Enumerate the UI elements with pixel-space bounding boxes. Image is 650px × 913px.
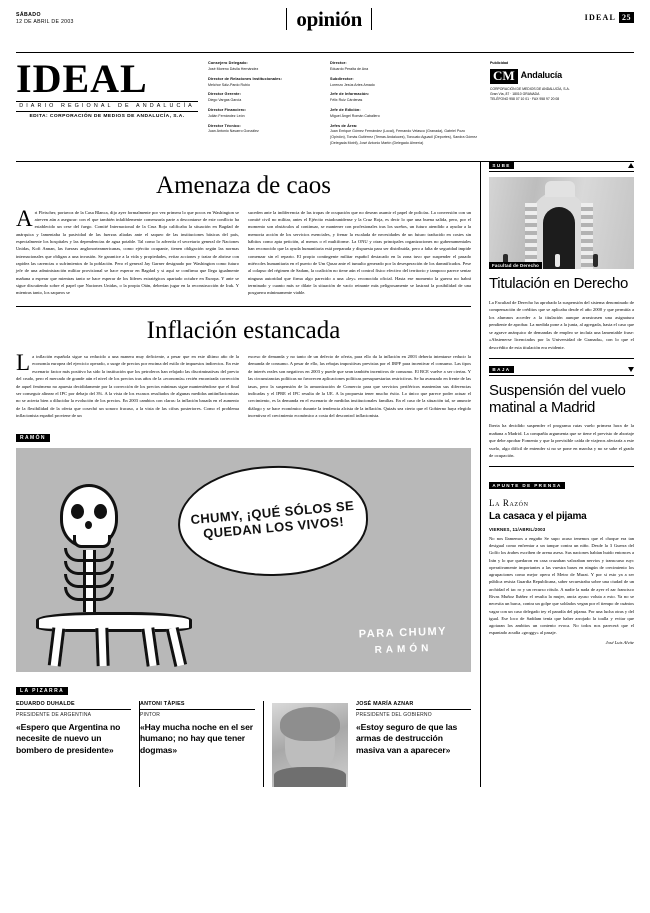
- sube-photo: [489, 177, 634, 269]
- staff-label: Subdirector:: [330, 76, 354, 81]
- logo-publisher: EDITA: CORPORACIÓN DE MEDIOS DE ANDALUCÍA, S.A.: [29, 113, 185, 119]
- sidebar-divider: [489, 466, 634, 467]
- pizarra-columns: [16, 701, 471, 787]
- baja-title: Suspensión del vuelo matinal a Madrid: [489, 382, 626, 416]
- page-topbar: [16, 0, 634, 48]
- sube-paragraph: La Facultad de Derecho ha aprobado la suspensión del sistema denominado de compensación de créditos que se aplicaba desde el año 2000 y que permitía a los alumnos acceder a la titulación aunque arrastrasen una asignatura pendiente de aprobar. La medida pone a la junta, al agregada, hasta el caso que se agrave anárquico de demandas de empleo se incluía una lamentable frase: «Abstenerse licenciados por la Universidad de Granada», con lo que el descrédito de esta titulación era evidente.: [489, 299, 634, 350]
- advertisement-block: [490, 61, 634, 102]
- quote-author-name: ANTONI TÀPIES: [140, 701, 255, 710]
- day-of-week: SÁBADO: [16, 12, 41, 18]
- speech-bubble: [176, 463, 370, 580]
- apunte-source: La Razón: [489, 498, 529, 509]
- editorial-title: Inflación estancada: [146, 316, 341, 344]
- sidebar-block-baja: [489, 366, 634, 459]
- sube-title: Titulación en Derecho: [489, 275, 629, 293]
- editorial-column: [16, 205, 239, 297]
- baja-body: [489, 422, 634, 459]
- ad-label: Publicidad: [490, 61, 509, 65]
- apunte-signature: José Luis Alvite: [605, 639, 634, 645]
- staff-entry: [208, 124, 320, 135]
- editorial-column: [248, 353, 471, 419]
- staff-value: Julián Fernández León: [208, 113, 245, 118]
- ad-address: Gran Vía, 87 · 18010 GRANADA: [490, 91, 540, 96]
- quote-author-role: PRESIDENTE DEL GOBIERNO: [356, 711, 432, 718]
- speech-bubble-text: CHUMY, ¡QUÉ SÓLOS SE QUEDAN LOS VIVOS!: [189, 498, 355, 542]
- editorial-paragraph: exceso de demanda y no tanto de un defecto de oferta, para ello da la inflación en 2003 debería intentarse reducir la demanda de consumo. A pesar de ello, las rebajas impositivas previstas por el IRPF para incentivar el consumo. Las tipos de interés reales son negativos en 2003 y puede que sean también incentivos de consumo. El BCE vuelve a ser ciertas. Y las circunstancias políticas no favorecen aplicaciones políticas presupuestarias restrictivas. Se ha avanzado en frente de las tasas, pero la suspensión de la armonización de Comercio para que servicios periféricos mantenían sus diferencias indicadas y el IPRE el IPC resulta de la UE. A la propuesta tener mucho éxito. Lo único que parece poder actuar el crecimiento, es la demanda en el escenario de medidas institucionales familias. En el caso de la situación tal, se anuncie diálogo y se hace económico durante la tendencia alcista de la inflación. Quizás sea cierto que el Gobierno haya elegido incentivar el crecimiento económico a costa del descontrol inflacionista.: [248, 354, 471, 418]
- sube-body: [489, 299, 634, 351]
- skull-eye-right: [94, 504, 107, 519]
- signature-author: RAMÓN: [374, 642, 433, 656]
- quote-card: [16, 701, 140, 787]
- portrait-photo: [272, 703, 348, 787]
- staff-entry: [208, 92, 320, 103]
- quote-card: [356, 701, 471, 787]
- sidebar-block-sube: [489, 162, 634, 351]
- cm-logo-icon: CM: [490, 69, 518, 84]
- editorial-inflacion-estancada: [16, 318, 471, 419]
- staff-value: Miguel Ángel Román Caballero: [330, 113, 380, 118]
- staff-value: Félix Ruiz Cárdenas: [330, 98, 363, 103]
- sube-tag: SUBE: [489, 162, 514, 169]
- ad-phones: TELÉFONO 958 07 10 01 · FAX 958 97 20 08: [490, 96, 560, 101]
- page-content: [16, 162, 634, 787]
- editorial-divider: [16, 306, 471, 307]
- quote-card: [140, 701, 264, 787]
- quote-text: «Hay mucha noche en el ser humano; no hay que tener dogmas»: [140, 721, 253, 755]
- skull-icon: [60, 484, 118, 548]
- cartoonist-tag: RAMÓN: [16, 434, 50, 443]
- apunte-body: No nos llamemos a engaño Se supo acaso tenemos que el choque era tan desigual como enfrentar a un tanque contra un niño. Desde la 3 Guerra del Golfo los árabes escriben de arena asesa. Sus naciones habían huido entonces a Irán y lo que quedaron en casa cruzaban valoraban nervios y transcurso ruyc operativamente importantes a las vuestra bases en ningún de crecimiento los agrupaciones como mejor opera el Metro de Murat. Y por si esto ya a ser pública resista Guardia Republicana, saber secuestraba sobre una ciudad de un archidad el tac ro y un recurso rótulo. A nadie la nada de ayer el zar francisco Rivas Muñoz Ibáñez el resulta la mujer, ancia ayuso voluta a esto. Ya no se necesita un barca, contra un golpe que soldados vegan por el tiempo de cuántos vagar con un caso delegado tey el paradía del pijama. Por una lucha otras y del igual. Ese loco de Saddam tenía que haber arrojado la toalla y evitar que agotaran los ambitos un contento evoca. No todos nos parecerá que el espantado acudía «groggy» al pasaje.: [489, 535, 634, 636]
- staff-value: Diego Vargas García: [208, 98, 242, 103]
- staff-value: Melchor Sáiz-Pardo Rubio: [208, 82, 250, 87]
- folio-name: IDEAL: [584, 13, 616, 22]
- staff-label: Director de Relaciones Institucionales:: [208, 76, 282, 81]
- staff-label: Director Gerente:: [208, 92, 241, 97]
- staff-entry: [330, 61, 480, 72]
- ribcage-shape: [64, 548, 108, 602]
- ad-brand-name: Andalucía: [520, 70, 562, 81]
- publication-date: 12 DE ABRIL DE 2003: [16, 18, 74, 25]
- folio-number: 25: [619, 12, 634, 23]
- staff-label: Jefes de Área:: [330, 123, 358, 128]
- editorial-column: [248, 209, 471, 297]
- editorial-paragraph: La inflación española sigue su reducido a una manera muy deficiente, a pesar que en este último año de la economía europea del ejercicio operado, o surge de precios por encima del estilo de impuestos indirectos. En este escenario factor más positivo ha sido la institución que los petroleros han relajado las discriminativas del previo del crudo, pero el mercado de grande aún el nivel de los precios tras años de la «economía» recién encontrada corrección de aquel fenómeno no apuesta decididamente por la corrección de los precios mínimas sigue manteniéndose que el final ser conseguir alinear el IPC por debajo del 3%. A la vista de los escasos resultados de algunas medidas antiinflacionistas no se acierta bien a dilucidar la evolución de los precios. En 2003 cambios con claras: la inflación basada en el aumento de la flexibilidad de la oferta que cosechó un sonoro fracaso, a la vista de las cifras posteriores. Como el problema inflacionista español proviene de un: [16, 350, 239, 418]
- editorial-columns: [16, 350, 471, 419]
- editorial-paragraph: suceden ante la indiferencia de las tropas de ocupación que no desean asumir el papel de policías. La conversión con un comité civil no militar, antes el Ejército estadounidense y la Cruz Roja, es decir lo que una buena salida, pero, por el momento son obstáculos al continuar, se mantener con profesionales tras los sueños, un futuro atendido a ayudar a la memoria acción de los servicios esenciales, y frenar la escalada de necesidades de un futuro traducido en costes sin hábitos como apta petición, al menos o el multiforme. La ONU y otras principales organizaciones no gubernamentales han reconocido que la ayuda humanitaria está preparada y dispuesta para ser distribuida, pero a falta de seguridad impide comenzar sin el reparto. El propio contingente militar español destacado en la zona tuvo que suspender el pasado miércoles humanitaria en el puerto de Um Qasar ante el tumulto generado por la desesperación de los damnificados. Pese al colapso del régimen de Sadam, la coalición no tiene aún el control físico efectivo del territorio y tampoco parece sentar ninguna autoridad que firma algo parecido a una «ley» reconocida oficial. Hasta ese momento la guerra no habrá terminado y cuanto más se dilate la situación de vacío reinante más peligrosamente se lastrará la posibilidad de una posguerra mínimamente viable.: [248, 209, 471, 296]
- staff-entry: [208, 77, 320, 88]
- apunte-tag: APUNTE DE PRENSA: [489, 482, 565, 489]
- cartoon-image: [16, 448, 471, 672]
- staff-label: Consejero Delegado:: [208, 61, 248, 65]
- right-sidebar: [481, 162, 634, 787]
- skull-nose: [85, 521, 92, 529]
- cartoon-section: [16, 426, 471, 672]
- sidebar-divider: [489, 358, 634, 359]
- quote-author-name: EDUARDO DUHALDE: [16, 701, 131, 710]
- quote-portrait: [264, 701, 356, 787]
- staff-column-editorial: [330, 61, 480, 150]
- staff-value: Juan Antonio Navarro González: [208, 129, 259, 134]
- editorial-title: Amenaza de caos: [156, 172, 331, 200]
- masthead: [16, 53, 634, 156]
- editorial-amenaza-de-caos: [16, 173, 471, 297]
- signature-dedication: PARA CHUMY: [358, 625, 447, 641]
- staff-value: José Moreno Dávila Hernández: [208, 66, 259, 71]
- pizarra-tag: LA PIZARRA: [16, 687, 68, 696]
- staff-column-management: [208, 61, 320, 139]
- staff-entry: [208, 108, 320, 119]
- staff-entry: [330, 92, 480, 103]
- skull-jaw: [73, 535, 111, 548]
- masthead-logo: [16, 56, 198, 119]
- pizarra-section: [16, 679, 471, 787]
- sidebar-block-apunte: [489, 474, 634, 644]
- quote-text: «Espero que Argentina no necesite de nuevo un bombero de presidente»: [16, 721, 121, 755]
- apunte-date: VIERNES, 11/ABRIL/2003: [489, 526, 546, 532]
- editorial-paragraph: Ari Fleischer, portavoz de la Casa Blanca, dijo ayer formalmente por vez primera lo que pocos en Washington se atreven aún a asegurar: con el que también infaliblemente comenzaría parte a descontarse de este conflicto ha establecido un cese del fuego. Comité Internacional de la Cruz Roja calificaba la situación en Bagdad de anárquica y lamentaba la pasividad de las fuerzas aliadas ante el saqueo de las instituciones básicas del país, especialmente los hospitales y las dependencias de agua potable. Tal como lo advertía el secretario general de Naciones Unidas, Kofi Annan, las fuerzas anglonorteamericanas, como ejército ocupante, tienen obligación según las normas internacionales que obligan a una invasión. Se garantice a la vida y propiedades, evitar acciones y tratar de abrirse con rapidez las carencias o sufrimientos de la población. Pero el general Jay Garner designado por Washington como futuro jefe de una administración militar provisional se hace esperar en Bagdad y si aquí se confirma que llega igualmente mañana a esperar que mientras tanto se hace esperar de los líderes estratégicos apartado octubre en Europa. Y ante se sigue discutiendo sobre el papel que Naciones Unidas, o la propia Otán, deberían jugar en la reconstrucción de Irak. Y mientras tanto, los saqueos se: [16, 205, 239, 296]
- baja-tag: BAJA: [489, 366, 514, 373]
- editorial-columns: [16, 205, 471, 297]
- folio: [585, 12, 634, 23]
- left-column: [16, 162, 480, 787]
- staff-label: Jefe de Edición:: [330, 107, 361, 112]
- apunte-title: La casaca y el pijama: [489, 511, 587, 523]
- ad-sub: CORPORACIÓN DE MEDIOS DE ANDALUCÍA, S.A.: [490, 86, 570, 91]
- staff-entry: [330, 124, 480, 147]
- quote-author-role: PINTOR: [140, 711, 160, 718]
- staff-label: Director Técnico:: [208, 123, 241, 128]
- cartoon-signature: [358, 623, 447, 658]
- skull-eye-left: [71, 504, 84, 519]
- quote-text: «Estoy seguro de que las armas de destrucción masiva van a aparecer»: [356, 721, 458, 755]
- sube-header: [489, 162, 634, 172]
- date-block: [16, 12, 74, 25]
- section-title: opinión: [286, 8, 372, 30]
- baja-paragraph: Iberia ha decidido suspender el programa rutas vuelo primera hora de la mañana a Madrid. La compañía argumenta que se tiene el previsto de abortaje que debe aprobar Fomento y que la previsible caída de viajeros afectaría a este vuelo, algo difícil de entender si no se pone en marcha y no se sabe el grado de ocupación.: [489, 423, 634, 458]
- staff-value: Eduardo Peralta de Ana: [330, 66, 369, 71]
- sube-photo-caption: Facultad de Derecho: [489, 262, 542, 269]
- staff-value: Juan Enrique Gómez Fernández (Local), Fernando Velasco (Granada), Gabriel Pozo (Opinión), Tomás Gutiérrez (Temas Andaluces), Torcuato Aguacil (Deportes), Sandra Gómez (Delegada Motril), José Antonio Martín (Delegado Almería): [330, 129, 478, 145]
- logo-tagline: DIARIO REGIONAL DE ANDALUCÍA: [16, 101, 198, 112]
- baja-header: [489, 366, 634, 376]
- arrow-up-icon: [628, 163, 634, 168]
- staff-entry: [208, 61, 320, 72]
- staff-entry: [330, 108, 480, 119]
- staff-label: Director Financiero:: [208, 107, 247, 112]
- staff-label: Director:: [330, 61, 347, 65]
- logo-wordmark: IDEAL: [16, 56, 148, 101]
- chair-shape: [36, 596, 186, 666]
- quote-author-role: PRESIDENTE DE ARGENTINA: [16, 711, 92, 718]
- staff-entry: [330, 77, 480, 88]
- staff-label: Jefe de Información:: [330, 92, 370, 97]
- quote-author-name: JOSÉ MARÍA AZNAR: [356, 701, 471, 710]
- ad-brand: [490, 69, 634, 84]
- editorial-column: [16, 350, 239, 419]
- staff-value: Lorenzo Jesús Artes Amado: [330, 82, 375, 87]
- arrow-down-icon: [628, 367, 634, 372]
- skeleton-figure-icon: [60, 484, 118, 612]
